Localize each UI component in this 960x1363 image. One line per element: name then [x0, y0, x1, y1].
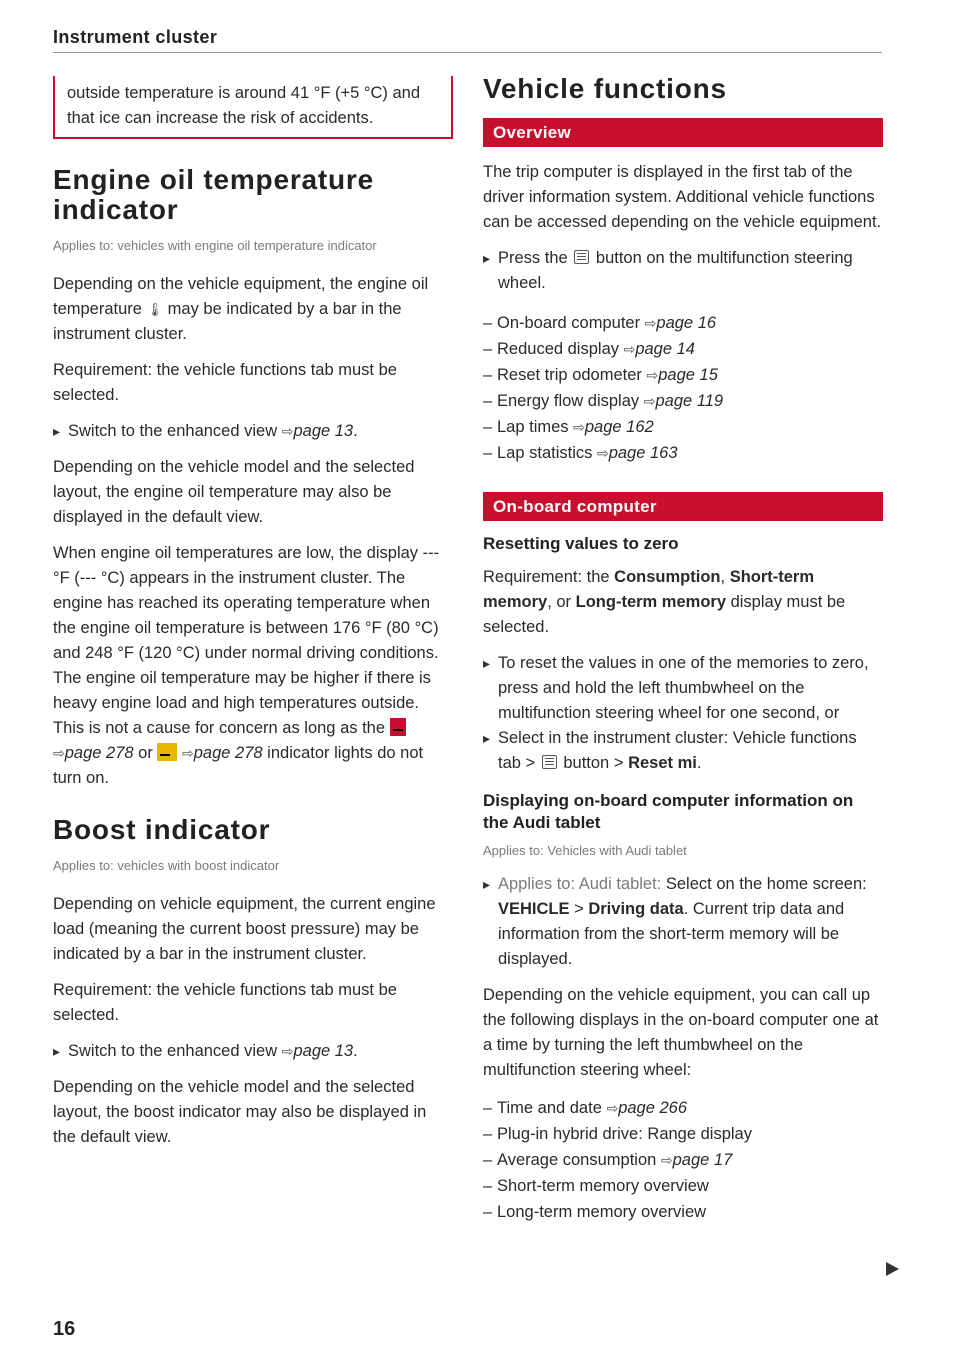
list-item: – Long-term memory overview [483, 1199, 883, 1225]
list-item: – Average consumption ⇨page 17 [483, 1147, 883, 1173]
list-item: – Lap statistics ⇨page 163 [483, 440, 883, 466]
list-item: – Energy flow display ⇨page 119 [483, 388, 883, 414]
overview-paragraph: The trip computer is displayed in the first tab of the driver information system. Additional vehicle functions can be accessed depending on the vehicle equipment. [483, 163, 882, 231]
functions-list [483, 310, 883, 466]
list-item: – Reset trip odometer ⇨page 15 [483, 362, 883, 388]
menu-button-icon [574, 250, 589, 264]
warning-text: outside temperature is around 41 °F (+5 °C) and that ice can increase the risk of accidents. [67, 84, 421, 127]
arrow-icon: ⇨ [182, 745, 194, 761]
tablet-step: ▸ Applies to: Audi tablet: Select on the home screen: VEHICLE > Driving data. Current trip data and information from the short-term memory will be displayed. [483, 872, 883, 972]
list-item: – On-board computer ⇨page 16 [483, 310, 883, 336]
boost-requirement: Requirement: the vehicle functions tab must be selected. [53, 981, 397, 1024]
oil-paragraph-3: When engine oil temperatures are low, the display --- °F (--- °C) appears in the instrument cluster. The engine has reached its operating temperature when the engine oil temperature is between 176 °F (80 °C) and 248 °F (120 °C) under normal driving conditions. The engine oil temperature may be higher if there is heavy engine load and high temperatures outside. This is not a cause for concern as long as the ⇨page 278 or ⇨page 278 indicator lights do not turn on. [53, 544, 440, 787]
list-item: – Short-term memory overview [483, 1173, 883, 1199]
page-ref-link[interactable]: page 13 [293, 1042, 354, 1060]
page-ref-link[interactable]: page 278 [193, 744, 263, 762]
vehicle-functions-heading: Vehicle functions [483, 73, 727, 104]
list-item: – Plug-in hybrid drive: Range display [483, 1121, 883, 1147]
reset-step-1: ▸ To reset the values in one of the memories to zero, press and hold the left thumbwheel on the multifunction steering wheel for one second, or [483, 651, 883, 726]
oil-temperature-icon: 🌡︎ [146, 302, 164, 317]
on-board-computer-bar: On-board computer [483, 492, 883, 521]
boost-applies-note: Applies to: vehicles with boost indicator [53, 858, 280, 873]
press-button-step: ▸ Press the button on the multifunction steering wheel. [483, 246, 883, 296]
left-column [53, 76, 453, 1150]
page-ref-link[interactable]: page 13 [293, 422, 354, 440]
oil-step: ▸ Switch to the enhanced view ⇨page 13. [53, 419, 453, 444]
list-item: – Time and date ⇨page 266 [483, 1095, 883, 1121]
reset-step-2: ▸ Select in the instrument cluster: Vehicle functions tab > button > Reset mi. [483, 726, 883, 776]
page-number: 16 [53, 1318, 76, 1340]
overview-bar: Overview [483, 118, 883, 147]
boost-heading: Boost indicator [53, 814, 271, 845]
oil-warning-red-icon [390, 718, 406, 736]
warning-box [53, 76, 453, 139]
oil-warning-yellow-icon [157, 743, 177, 761]
list-item: – Lap times ⇨page 162 [483, 414, 883, 440]
displays-list [483, 1095, 883, 1225]
arrow-icon: ⇨ [53, 745, 65, 761]
page-ref-link[interactable]: page 17 [672, 1151, 733, 1169]
page-ref-link[interactable]: page 119 [655, 392, 724, 410]
page-header [53, 26, 882, 53]
menu-button-icon [542, 755, 557, 769]
tablet-heading: Displaying on-board computer information on the Audi tablet [483, 791, 854, 832]
tablet-applies-note: Applies to: Vehicles with Audi tablet [483, 843, 687, 858]
continue-arrow-icon [886, 1262, 899, 1276]
page-ref-link[interactable]: page 163 [608, 444, 678, 462]
oil-paragraph-1: Depending on the vehicle equipment, the engine oil temperature 🌡︎ may be indicated by a bar in the instrument cluster. [53, 275, 429, 343]
page-ref-link[interactable]: page 14 [635, 340, 695, 358]
reset-heading: Resetting values to zero [483, 534, 679, 553]
boost-step: ▸ Switch to the enhanced view ⇨page 13. [53, 1039, 453, 1064]
oil-requirement: Requirement: the vehicle functions tab must be selected. [53, 361, 397, 404]
arrow-icon: ⇨ [281, 1043, 294, 1059]
boost-paragraph-2: Depending on the vehicle model and the selected layout, the boost indicator may also be displayed in the default view. [53, 1078, 427, 1146]
list-item: – Reduced display ⇨page 14 [483, 336, 883, 362]
oil-temp-heading: Engine oil temperature indicator [53, 164, 374, 225]
section-title: Instrument cluster [53, 27, 218, 47]
tablet-paragraph: Depending on the vehicle equipment, you can call up the following displays in the on-board computer one at a time by turning the left thumbwheel on the multifunction steering wheel: [483, 986, 879, 1079]
page-ref-link[interactable]: page 15 [658, 366, 718, 384]
page-ref-link[interactable]: page 266 [618, 1099, 688, 1117]
oil-paragraph-2: Depending on the vehicle model and the selected layout, the engine oil temperature may also be displayed in the default view. [53, 458, 415, 526]
oil-applies-note: Applies to: vehicles with engine oil temperature indicator [53, 238, 377, 253]
arrow-icon: ⇨ [281, 423, 294, 439]
page-ref-link[interactable]: page 278 [64, 744, 134, 762]
boost-paragraph-1: Depending on vehicle equipment, the current engine load (meaning the current boost pressure) may be indicated by a bar in the instrument cluster. [53, 895, 436, 963]
reset-requirement: Requirement: the Consumption, Short-term memory, or Long-term memory display must be selected. [483, 568, 846, 636]
right-column [483, 74, 883, 1225]
page-ref-link[interactable]: page 16 [656, 314, 717, 332]
page-ref-link[interactable]: page 162 [584, 418, 654, 436]
